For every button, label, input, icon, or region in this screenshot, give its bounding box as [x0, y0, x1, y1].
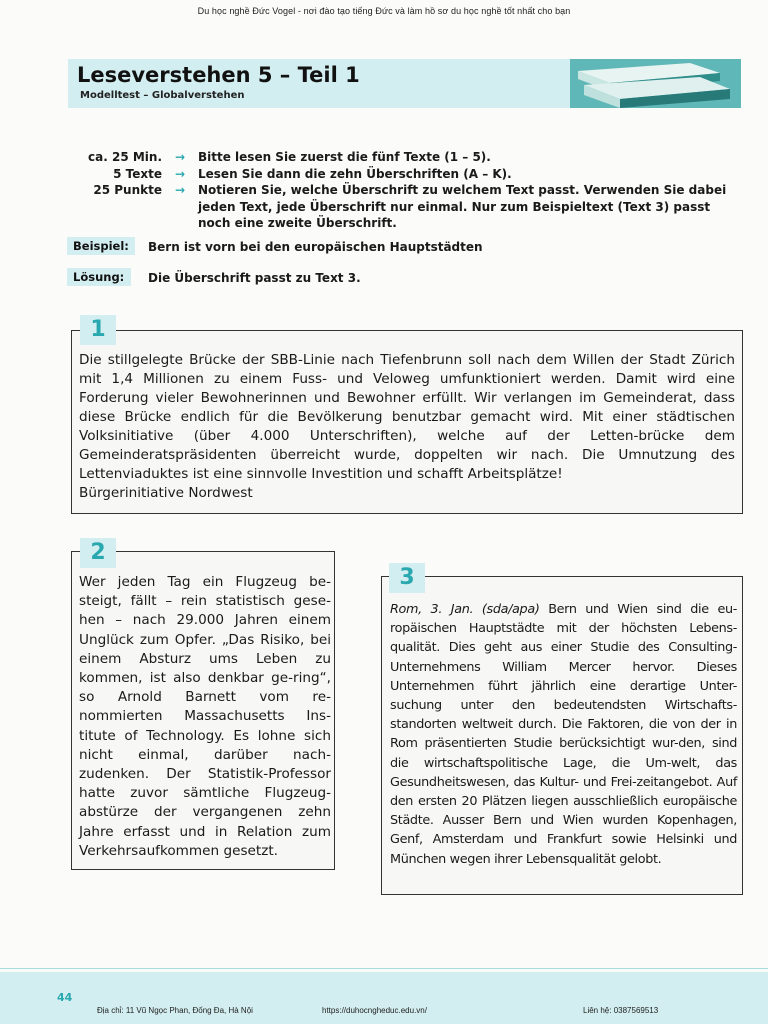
footer-contact: Liên hệ: 0387569513: [583, 1006, 659, 1015]
text-content: Die stillgelegte Brücke der SBB-Linie nach Tiefenbrunn soll nach dem Willen der Stadt Zürich mit 1,4 Millionen zu einem Fuss- und Veloweg umfunktioniert werden. Damit wird eine Forderung vieler Bewohnerinnen und Bewohner erfüllt. Wir verlangen im Gemeinderat, dass diese Brücke endlich für die Bevölkerung benutzbar gemacht wird. Mit einer städtischen Volksinitiative (über 4.000 Unterschriften), welche auf der Letten-brücke dem Gemeinderatspräsidenten überreicht wurde, doppelten wir nach. Die Umnutzung des Lettenviaduktes ist eine sinnvolle Investition und schafft Arbeitsplätze!: [79, 352, 735, 482]
text-number: 3: [389, 563, 425, 593]
arrow-icon: →: [175, 183, 186, 197]
text-signature: Bürgerinitiative Nordwest: [79, 485, 253, 501]
solution-text: Die Überschrift passt zu Text 3.: [148, 271, 361, 285]
solution-label: Lösung:: [67, 268, 131, 286]
example-label: Beispiel:: [67, 237, 135, 255]
books-image: [570, 59, 741, 108]
page-title: Leseverstehen 5 – Teil 1: [77, 63, 360, 87]
text-number: 1: [80, 315, 116, 345]
instruction-text: Notieren Sie, welche Überschrift zu welchem Text passt. Verwenden Sie dabei jeden Text, jede Überschrift nur einmal. Nur zum Beispieltext (Text 3) passt noch eine zweite Überschrift.: [198, 183, 727, 230]
instruction-text: Bitte lesen Sie zuerst die fünf Texte (1 – 5).: [198, 150, 491, 164]
text-body: [79, 351, 735, 503]
footer-address: Địa chỉ: 11 Vũ Ngọc Phan, Đống Đa, Hà Nội: [97, 1006, 253, 1015]
instruction-text: Lesen Sie dann die zehn Überschriften (A – K).: [198, 166, 512, 181]
text-number: 2: [80, 538, 116, 568]
instructions: [62, 149, 752, 232]
instruction-meta: 25 Punkte: [93, 183, 162, 197]
instruction-meta: 5 Texte: [113, 166, 162, 181]
arrow-icon: →: [175, 166, 186, 181]
text-box-2: [71, 540, 335, 870]
text-body: [390, 600, 737, 869]
text-dateline: Rom, 3. Jan. (sda/apa): [390, 602, 540, 617]
footer-divider: [0, 968, 768, 969]
footer-url[interactable]: https://duhocngheduc.edu.vn/: [322, 1006, 427, 1015]
arrow-icon: →: [175, 150, 186, 164]
instruction-row: [62, 166, 752, 183]
text-box-1: [71, 317, 743, 514]
instruction-row: [62, 149, 752, 166]
instruction-meta: ca. 25 Min.: [88, 150, 162, 164]
page-number: 44: [57, 991, 73, 1004]
instruction-row: [62, 182, 752, 232]
footer-band: [0, 972, 768, 1024]
text-content: Bern und Wien sind die eu-ropäischen Hauptstädte mit der höchsten Lebens-qualität. Dies geht aus einer Studie des Consulting-Unternehmens William Mercer hervor. Dieses Unternehmen führt jährlich eine derartige Unter-suchung unter den bedeutendsten Wirtschafts-standorten weltweit durch. Die Faktoren, die von der in Rom präsentierten Studie berücksichtigt wur-den, sind die wirtschaftspolitische Lage, die Um-welt, das Gesundheitswesen, das Kultur- und Frei-zeitangebot. Auf den ersten 20 Plätzen liegen ausschließlich europäische Städte. Ausser Bern und Wien wurden Kopenhagen, Genf, Amsterdam und Frankfurt sowie Helsinki und München wegen ihrer Lebensqualität gelobt.: [390, 602, 738, 867]
text-body: Wer jeden Tag ein Flugzeug be-steigt, fällt – rein statistisch gese-hen – nach 29.000 Jahren einem Unglück zum Opfer. „Das Risiko, bei einem Absturz ums Leben zu kommen, ist also denkbar ge-ring“, so Arnold Barnett vom re-nommierten Massachusetts Ins-titute of Technology. Es lohne sich nicht einmal, darüber nach-zudenken. Der Statistik-Professor hatte zuvor sämtliche Flugzeug-abstürze der vergangenen zehn Jahre erfasst und in Relation zum Verkehrsaufkommen gesetzt.: [79, 574, 331, 859]
solution-row: [67, 268, 361, 286]
example-text: Bern ist vorn bei den europäischen Hauptstädten: [148, 240, 483, 254]
page-subtitle: Modelltest – Globalverstehen: [80, 90, 245, 101]
top-banner: Du học nghề Đức Vogel - nơi đào tạo tiếng Đức và làm hồ sơ du học nghề tốt nhất cho bạn: [197, 6, 571, 16]
example-row: [67, 237, 483, 255]
text-box-3: [381, 565, 743, 895]
